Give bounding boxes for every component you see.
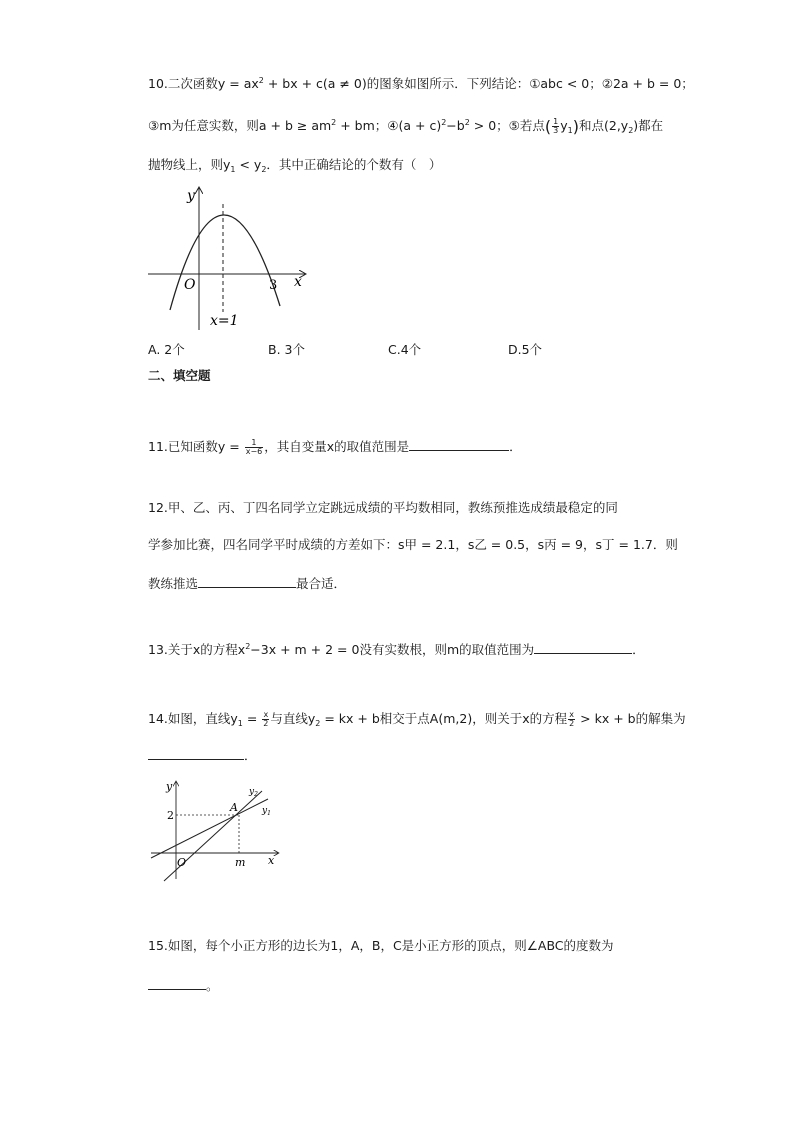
q10-line2: ③m为任意实数，则$a + b \ge am^2$ + bm；④(a + $c)^2-b^2 > 0$；⑤若点( $\frac{1}{3}$ $y_1$)和点$(2,y_2)$都在: [148, 117, 664, 136]
fraction: [552, 118, 559, 135]
subscript: 2: [261, 165, 267, 174]
q12-text: 最合适．: [296, 576, 347, 591]
superscript: 2: [464, 118, 470, 127]
superscript: 2: [441, 118, 447, 127]
fraction-denominator: x−6: [245, 447, 263, 456]
fraction-numerator: x: [569, 710, 575, 719]
line-y1: [151, 799, 268, 858]
answer-blank[interactable]: [198, 573, 296, 588]
q14-text: =: [242, 711, 262, 726]
q14-text: 14.如图，直线y: [148, 711, 238, 726]
q15-line2: [148, 975, 219, 995]
fraction-denominator: 3: [553, 126, 559, 135]
parabola-curve: [170, 215, 280, 310]
fraction: [245, 439, 264, 456]
option-c[interactable]: C.4个: [388, 342, 422, 357]
q11-text: 11.已知函数y =: [148, 439, 244, 454]
q10-line1: [148, 72, 694, 93]
m-label: m: [235, 856, 246, 869]
point-a-label: A: [230, 801, 238, 814]
q14-text: 与直线y: [270, 711, 316, 726]
q12-text: 教练推选: [148, 576, 199, 591]
section-title: 二、填空题: [148, 368, 211, 383]
fraction-numerator: 1: [553, 117, 559, 126]
y2-label: $y_2$: [249, 787, 258, 798]
subscript: 1: [567, 126, 573, 135]
lines-graph: [146, 776, 286, 886]
q14-text: ．: [244, 748, 257, 763]
x-label: x: [294, 274, 302, 290]
option-a[interactable]: A. 2个: [148, 342, 185, 357]
q13-text: −3x + m + 2 = 0没有实数根，则m的取值范围为: [250, 642, 535, 657]
subscript: 2: [315, 719, 321, 728]
superscript: 2: [331, 118, 337, 127]
subscript: 1: [230, 165, 236, 174]
q14-line2: [148, 745, 257, 765]
q10-text: 抛物线上，则y: [148, 157, 231, 172]
two-label: 2: [167, 809, 174, 822]
q15-text: 。: [206, 978, 219, 993]
y-label: y: [166, 780, 173, 793]
superscript: 2: [258, 76, 264, 85]
answer-blank[interactable]: [409, 436, 509, 451]
origin-label: O: [184, 277, 196, 293]
q14-text: = kx + b相交于点A(m,2)，则关于x的方程: [320, 711, 568, 726]
q10-text: 10.二次函数y = ax: [148, 76, 259, 91]
q10-text: −b: [446, 118, 465, 133]
q10-text: < y: [235, 157, 262, 172]
q13-line: [148, 638, 645, 659]
q10-text: + bm；④(a + c): [336, 118, 442, 133]
answer-blank[interactable]: [148, 975, 206, 990]
q11-line: [148, 436, 522, 456]
q12-line2: 学参加比赛，四名同学平时成绩的方差如下：s甲 = 2.1，s乙 = 0.5，s丙 = 9，s丁 = 1.7．则: [148, 537, 678, 552]
axis-label: x=1: [210, 313, 239, 329]
y1-label: $y_1$: [262, 806, 271, 817]
fraction-denominator: 2: [569, 719, 575, 728]
q10-text: > 0；⑤若点: [469, 118, 545, 133]
q11-text: ．: [509, 439, 522, 454]
parabola-graph: [140, 182, 315, 332]
q10-text: ③m为任意实数，则a + b ≥ am: [148, 118, 332, 133]
answer-blank[interactable]: [148, 745, 244, 760]
superscript: 2: [245, 642, 251, 651]
answer-blank[interactable]: [534, 639, 632, 654]
three-label: 3: [269, 278, 278, 293]
fraction-numerator: 1: [245, 439, 264, 448]
subscript: 2: [628, 126, 634, 135]
x-label: x: [268, 854, 275, 867]
subscript: 1: [237, 719, 243, 728]
y-label: y: [187, 188, 195, 204]
fraction-numerator: x: [263, 710, 269, 719]
q12-line3: [148, 573, 346, 593]
q10-line3: [148, 156, 441, 179]
q14-text: > kx + b的解集为: [576, 711, 686, 726]
q10-text: ．其中正确结论的个数有（ ）: [266, 157, 442, 172]
q15-line1: 15.如图，每个小正方形的边长为1，A，B，C是小正方形的顶点，则∠ABC的度数为: [148, 938, 614, 953]
q11-text: ，其自变量x的取值范围是: [264, 439, 410, 454]
q10-text: y: [560, 118, 568, 133]
q13-text: ．: [632, 642, 645, 657]
q10-text: 和点(2,y: [579, 118, 629, 133]
origin-label: O: [177, 856, 187, 869]
q12-line1: 12.甲、乙、丙、丁四名同学立定跳远成绩的平均数相同，教练预推选成绩最稳定的同: [148, 500, 618, 515]
fraction: [568, 711, 575, 728]
option-d[interactable]: D.5个: [508, 342, 543, 357]
fraction: [262, 711, 269, 728]
option-b[interactable]: B. 3个: [268, 342, 305, 357]
q13-text: 13.关于x的方程x: [148, 642, 246, 657]
fraction-denominator: 2: [263, 719, 269, 728]
q10-text: + bx + c(a ≠ 0)的图象如图所示．下列结论：①abc < 0；②2a + b = 0；: [263, 76, 694, 91]
q10-text: )都在: [633, 118, 664, 133]
q14-line1: [148, 710, 686, 733]
